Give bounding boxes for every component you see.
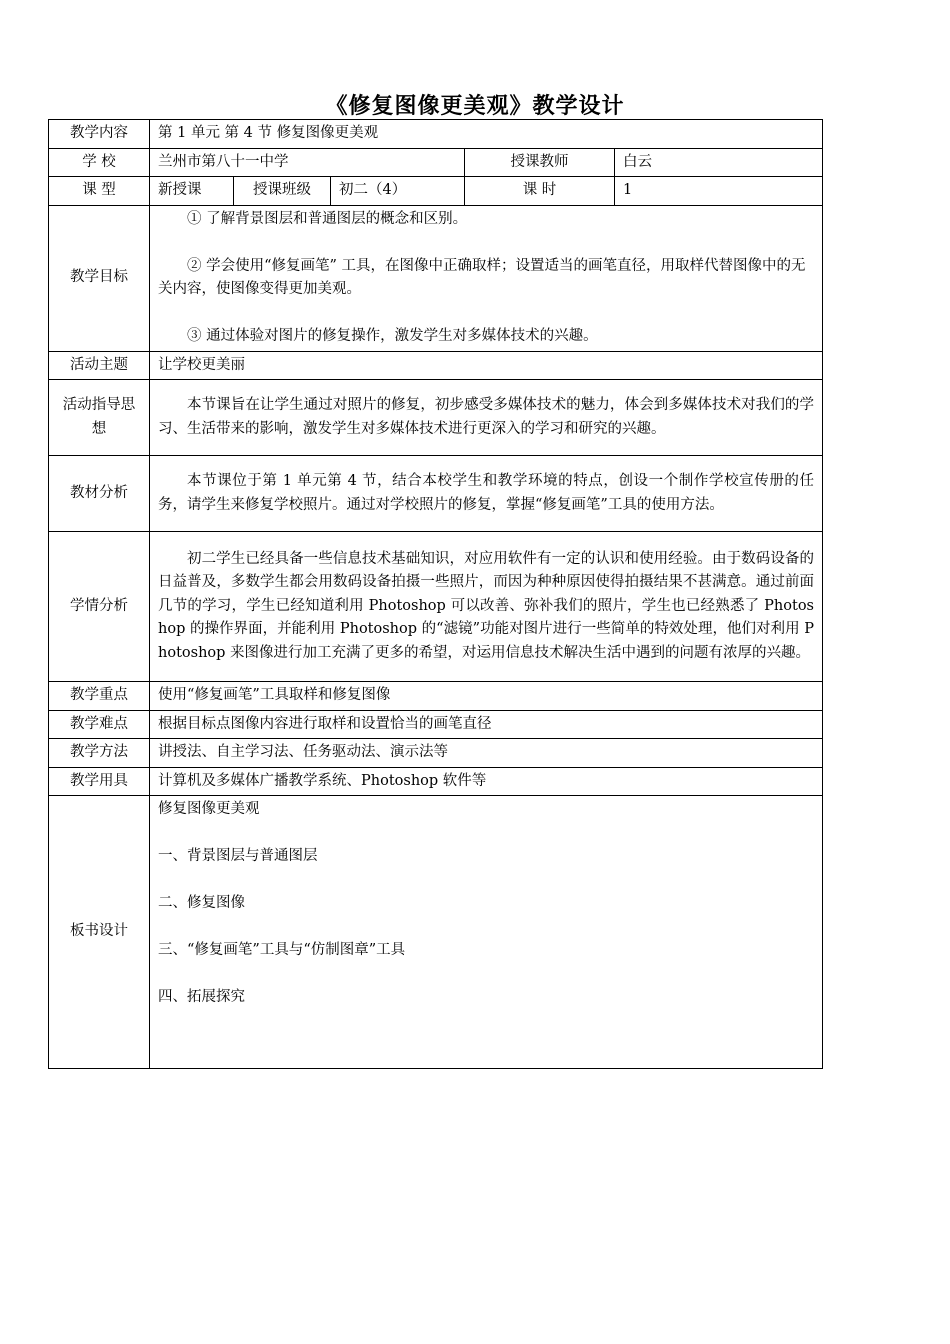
row-content bbox=[49, 120, 823, 149]
row-type bbox=[49, 177, 823, 206]
key-label: 教学重点 bbox=[49, 682, 150, 711]
hours-label: 课 时 bbox=[465, 177, 615, 206]
board-label: 板书设计 bbox=[49, 796, 150, 1069]
teacher-value: 白云 bbox=[615, 148, 823, 177]
row-method bbox=[49, 739, 823, 768]
content-value: 第 1 单元 第 4 节 修复图像更美观 bbox=[150, 120, 823, 149]
row-students bbox=[49, 532, 823, 682]
difficulty-label: 教学难点 bbox=[49, 710, 150, 739]
document-title: 《修复图像更美观》教学设计 bbox=[325, 93, 625, 119]
goal-item: ① 了解背景图层和普通图层的概念和区别。 bbox=[187, 210, 468, 227]
theme-value: 让学校更美丽 bbox=[150, 351, 823, 380]
goal-item: ② 学会使用“修复画笔” 工具，在图像中正确取样；设置适当的画笔直径，用取样代替图像中的无关内容，使图像变得更加美观。 bbox=[158, 257, 806, 297]
content-label: 教学内容 bbox=[49, 120, 150, 149]
students-text: 初二学生已经具备一些信息技术基础知识，对应用软件有一定的认识和使用经验。由于数码设备的日益普及，多数学生都会用数码设备拍摄一些照片，而因为种种原因使得拍摄结果不甚满意。通过前面几节的学习，学生已经知道利用 Photoshop 可以改善、弥补我们的照片，学生也已经熟悉了 Photoshop 的操作界面，并能利用 Photoshop 的“滤镜”功能对图片进行一些简单的特效处理，他们对利用 Photoshop 来图像进行加工充满了更多的希望，对运用信息技术解决生活中遇到的问题有浓厚的兴趣。 bbox=[158, 550, 814, 661]
row-tools bbox=[49, 767, 823, 796]
row-guide bbox=[49, 380, 823, 456]
teacher-label: 授课教师 bbox=[465, 148, 615, 177]
tools-value: 计算机及多媒体广播教学系统、Photoshop 软件等 bbox=[150, 767, 823, 796]
class-label: 授课班级 bbox=[234, 177, 331, 206]
type-value: 新授课 bbox=[150, 177, 234, 206]
material-label: 教材分析 bbox=[49, 456, 150, 532]
students-label: 学情分析 bbox=[49, 532, 150, 682]
tools-label: 教学用具 bbox=[49, 767, 150, 796]
board-cell bbox=[150, 796, 823, 1069]
board-line: 修复图像更美观 bbox=[158, 801, 260, 817]
method-label: 教学方法 bbox=[49, 739, 150, 768]
row-theme bbox=[49, 351, 823, 380]
theme-label: 活动主题 bbox=[49, 351, 150, 380]
guide-text: 本节课旨在让学生通过对照片的修复，初步感受多媒体技术的魅力，体会到多媒体技术对我们的学习、生活带来的影响，激发学生对多媒体技术进行更深入的学习和研究的兴趣。 bbox=[158, 397, 814, 437]
hours-value: 1 bbox=[615, 177, 823, 206]
students-cell bbox=[150, 532, 823, 682]
row-school bbox=[49, 148, 823, 177]
goal-item: ③ 通过体验对图片的修复操作，激发学生对多媒体技术的兴趣。 bbox=[187, 328, 598, 344]
goals-label: 教学目标 bbox=[49, 205, 150, 351]
goals-cell bbox=[150, 205, 823, 351]
method-value: 讲授法、自主学习法、任务驱动法、演示法等 bbox=[150, 739, 823, 768]
row-difficulty bbox=[49, 710, 823, 739]
board-line: 二、修复图像 bbox=[158, 895, 245, 911]
row-board bbox=[49, 796, 823, 1069]
difficulty-value: 根据目标点图像内容进行取样和设置恰当的画笔直径 bbox=[150, 710, 823, 739]
row-goals bbox=[49, 205, 823, 351]
class-value: 初二（4） bbox=[331, 177, 465, 206]
type-label: 课 型 bbox=[49, 177, 150, 206]
material-text: 本节课位于第 1 单元第 4 节，结合本校学生和教学环境的特点，创设一个制作学校宣传册的任务，请学生来修复学校照片。通过对学校照片的修复，掌握“修复画笔”工具的使用方法。 bbox=[158, 473, 814, 513]
row-material bbox=[49, 456, 823, 532]
school-value: 兰州市第八十一中学 bbox=[150, 148, 465, 177]
board-line: 一、背景图层与普通图层 bbox=[158, 848, 318, 864]
lesson-plan-table bbox=[48, 119, 823, 1069]
row-key bbox=[49, 682, 823, 711]
school-label: 学 校 bbox=[49, 148, 150, 177]
key-value: 使用“修复画笔”工具取样和修复图像 bbox=[150, 682, 823, 711]
material-cell bbox=[150, 456, 823, 532]
guide-cell bbox=[150, 380, 823, 456]
board-line: 三、“修复画笔”工具与“仿制图章”工具 bbox=[158, 942, 406, 958]
board-line: 四、拓展探究 bbox=[158, 989, 245, 1005]
guide-label: 活动指导思想 bbox=[49, 380, 150, 456]
